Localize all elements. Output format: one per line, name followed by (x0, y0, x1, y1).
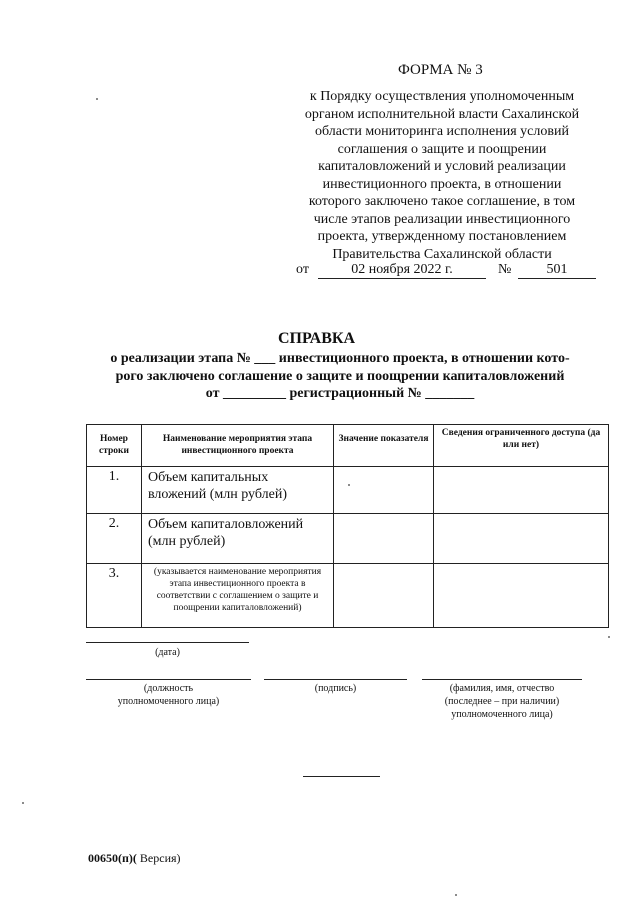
header-restricted-access: Сведения ограниченного доступа (да или нет) (434, 425, 609, 467)
indicator-value-cell[interactable] (334, 467, 434, 514)
decree-number: 501 (518, 262, 596, 279)
decree-date: 02 ноября 2022 г. (318, 262, 486, 279)
fio-caption-line: уполномоченного лица) (451, 709, 553, 720)
activity-name: (указывается наименование мероприятия этапа инвестиционного проекта в соответствии с соглашением о защите и поощрении капиталовложений) (142, 564, 334, 628)
table-row (87, 514, 609, 564)
date-caption: (дата) (155, 647, 180, 658)
approval-line: числе этапов реализации инвестиционного (313, 211, 571, 227)
approval-line: которого заключено такое соглашение, в том (308, 194, 576, 209)
row-number: 2. (87, 514, 142, 564)
restricted-access-cell[interactable] (434, 467, 609, 514)
approval-line: проекта, утвержденному постановлением (317, 229, 567, 244)
header-indicator-value: Значение показателя (334, 425, 434, 467)
position-caption-line: уполномоченного лица) (117, 696, 220, 707)
signature-line (264, 679, 407, 680)
subtitle-line: рого заключено соглашение о защите и поощрении капиталовложений (115, 368, 565, 384)
approval-line: инвестиционного проекта, в отношении (322, 176, 562, 192)
date-prefix: от (296, 262, 309, 277)
footer-code: 00650(п)( (88, 851, 137, 865)
restricted-access-cell[interactable] (434, 564, 609, 628)
date-signature-line (86, 642, 249, 643)
form-number-label: ФОРМА № 3 (398, 62, 483, 78)
footer-document-code (88, 851, 181, 866)
fio-caption-line: (фамилия, имя, отчество (449, 683, 555, 694)
activity-name: Объем капиталовложений (млн рублей) (142, 514, 334, 564)
subtitle-line: о реализации этапа № ___ инвестиционного проекта, в отношении кото- (110, 351, 570, 366)
decree-date-number (296, 262, 598, 280)
scan-speck (348, 484, 350, 486)
number-prefix: № (498, 262, 512, 277)
position-caption-line: (должность (143, 683, 194, 694)
position-signature-line (86, 679, 251, 680)
table-header-row (87, 425, 609, 467)
closing-separator-line (303, 776, 380, 777)
table-row (87, 564, 609, 628)
approval-line: области мониторинга исполнения условий (315, 124, 569, 139)
indicator-value-cell[interactable] (334, 564, 434, 628)
activity-name: Объем капитальных вложений (млн рублей) (142, 467, 334, 514)
approval-line: органом исполнительной власти Сахалинской (304, 106, 580, 122)
restricted-access-cell[interactable] (434, 514, 609, 564)
approval-line: соглашения о защите и поощрении (337, 141, 547, 157)
signature-caption: (подпись) (314, 683, 357, 694)
row-number: 1. (87, 467, 142, 514)
scan-speck (22, 802, 24, 804)
scan-speck (455, 894, 457, 896)
indicator-value-cell[interactable] (334, 514, 434, 564)
approval-line: к Порядку осуществления уполномоченным (309, 89, 575, 104)
footer-version: Версия) (136, 851, 181, 865)
header-row-number: Номер строки (87, 425, 142, 467)
approval-reference (288, 88, 596, 263)
table-row (87, 467, 609, 514)
row-number: 3. (87, 564, 142, 628)
approval-line: капиталовложений и условий реализации (318, 159, 566, 174)
report-table (86, 424, 609, 628)
fio-caption (422, 682, 582, 721)
approval-line: Правительства Сахалинской области (332, 246, 552, 262)
position-caption (86, 682, 251, 708)
scan-speck (96, 98, 98, 100)
fio-caption-line: (последнее – при наличии) (444, 696, 560, 707)
document-title: СПРАВКА (277, 330, 356, 347)
subtitle-line: от _________ регистрационный № _______ (205, 386, 475, 401)
fio-signature-line (422, 679, 582, 680)
document-subtitle (80, 350, 600, 403)
scan-speck (608, 636, 610, 638)
header-activity-name: Наименование мероприятия этапа инвестиционного проекта (142, 425, 334, 467)
